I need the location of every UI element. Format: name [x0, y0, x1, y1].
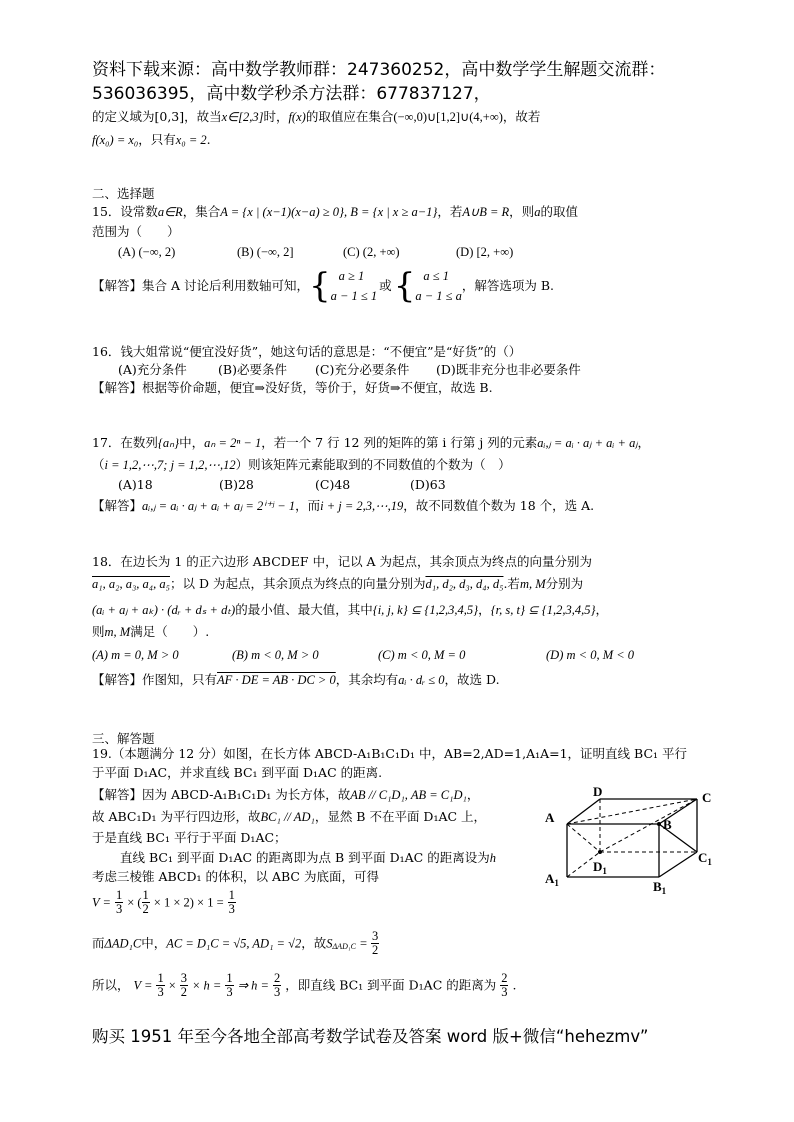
q16-line-1: 16．钱大姐常说“便宜没好货”，她这句话的意思是：“不便宜”是“好货”的（） — [92, 344, 522, 359]
q18-line-2: a₁, a₂, a₃, a₄, a₅；以 D 为起点，其余顶点为终点的向量分别为d₁, d₂, d₃, d₄, d₅.若m, M分别为 — [92, 576, 584, 591]
q17-line-2: （i = 1,2,⋯,7; j = 1,2,⋯,12）则该矩阵元素能取到的不同数值的个数为（ ） — [92, 457, 511, 472]
intro-line-1: 的定义域为[0,3]，故当x∈[2,3]时，f(x)的取值应在集合(−∞,0)∪[1,2]∪(4,+∞)，故若 — [92, 109, 541, 124]
label-B1: $B_1$ — [653, 879, 667, 895]
q16-option-b: (B)必要条件 — [218, 362, 287, 377]
label-A1: $A_1$ — [545, 871, 559, 888]
label-C1: $C_1$ — [698, 850, 712, 867]
footer-ad: 购买 1951 年至今各地全部高考数学试卷及答案 word 版+微信“hehezmv” — [92, 1027, 649, 1046]
q18-option-b: (B) m < 0, M > 0 — [232, 648, 319, 662]
q15-line-1: 15．设常数a∈R，集合A = {x | (x−1)(x−a) ≥ 0}, B = {x | x ≥ a−1}，若A∪B = R，则a的取值 — [92, 204, 578, 219]
q15-answer: 【解答】集合 A 讨论后利用数轴可知，{ a ≥ 1 a − 1 ≤ 1 或{ a ≤ 1 a − 1 ≤ a ，解答选项为 B. — [92, 266, 555, 306]
header-line-2: 536036395，高中数学秒杀方法群：677837127， — [92, 84, 491, 104]
q16-option-d: (D)既非充分也非必要条件 — [436, 362, 581, 377]
edge-B1C1 — [659, 852, 697, 877]
intro-line-2: f(x₀) = x₀，只有x₀ = 2. — [92, 132, 211, 147]
q15-option-d: (D) [2, +∞) — [456, 245, 514, 259]
label-B: B — [663, 817, 672, 832]
q18-line-3: (aᵢ + aⱼ + aₖ) · (dᵣ + dₛ + dₜ)的最小值、最大值，其中{i, j, k} ⊆ {1,2,3,4,5}，{r, s, t} ⊆ {1,2,3,4,5}， — [92, 602, 608, 617]
label-D: D — [593, 785, 603, 799]
q15-line-2: 范围为（ ） — [92, 224, 180, 239]
q15-option-c: (C) (2, +∞) — [343, 245, 400, 259]
edge-D1C — [600, 799, 697, 852]
edge-AD — [567, 799, 600, 824]
header-line-1: 资料下载来源：高中数学教师群：247360252，高中数学学生解题交流群： — [92, 60, 666, 80]
label-A: A — [545, 810, 555, 825]
q15-option-b: (B) (−∞, 2] — [237, 245, 294, 259]
q19-solution-1: 【解答】因为 ABCD-A₁B₁C₁D₁ 为长方体，故AB // C₁D₁, AB = C₁D₁， — [92, 787, 480, 802]
q17-option-d: (D)63 — [410, 477, 446, 492]
section-title-solution: 三、解答题 — [92, 731, 155, 746]
q18-option-c: (C) m < 0, M = 0 — [378, 648, 466, 662]
q19-volume-formula: V = $\frac{1}{3}$ × ( $\frac{1}{2}$ × 1 × 2) × 1 = $\frac{1}{3}$ — [92, 888, 235, 916]
q19-solution-5: 考虑三棱锥 ABCD₁ 的体积，以 ABC 为底面，可得 — [92, 869, 379, 884]
q18-option-a: (A) m = 0, M > 0 — [92, 648, 179, 662]
q19-line-1: 19.（本题满分 12 分）如图，在长方体 ABCD-A₁B₁C₁D₁ 中，AB=2,AD=1,A₁A=1，证明直线 BC₁ 平行 — [92, 746, 688, 761]
q15-option-a: (A) (−∞, 2) — [118, 245, 176, 259]
q18-answer: 【解答】作图知，只有AF · DE = AB · DC > 0，其余均有aᵢ · dᵣ ≤ 0，故选 D. — [92, 672, 500, 687]
q17-line-1: 17．在数列{aₙ}中，aₙ = 2ⁿ − 1，若一个 7 行 12 列的矩阵的第 i 行第 j 列的元素aᵢ,ⱼ = aᵢ · aⱼ + aᵢ + aⱼ， — [92, 435, 651, 450]
label-C: C — [702, 790, 712, 805]
q19-solution-2: 故 ABC₁D₁ 为平行四边形，故BC₁ // AD₁，显然 B 不在平面 D₁AC 上， — [92, 809, 487, 824]
q17-option-a: (A)18 — [118, 477, 153, 492]
q18-line-1: 18．在边长为 1 的正六边形 ABCDEF 中，记以 A 为起点，其余顶点为终点的向量分别为 — [92, 554, 593, 569]
q16-answer: 【解答】根据等价命题，便宜⇒没好货，等价于，好货⇒不便宜，故选 B. — [92, 380, 493, 395]
q18-line-4: 则m, M满足（ ）. — [92, 624, 210, 639]
q16-option-c: (C)充分必要条件 — [315, 362, 410, 377]
q16-option-a: (A)充分条件 — [118, 362, 187, 377]
q18-option-d: (D) m < 0, M < 0 — [546, 648, 635, 662]
q19-solution-3: 于是直线 BC₁ 平行于平面 D₁AC； — [92, 830, 287, 845]
label-D1: $D_1$ — [593, 859, 607, 876]
section-title-choice: 二、选择题 — [92, 186, 155, 201]
q17-option-b: (B)28 — [219, 477, 254, 492]
q19-final: 所以， V = $\frac{1}{3}$ × $\frac{3}{2}$ × h = $\frac{1}{3}$ ⇒ h = $\frac{2}{3}$ ，即直线 BC₁ 到平面 D₁AC 的距离为 $\frac{2}{3}$ . — [92, 971, 517, 999]
q19-solution-4: 直线 BC₁ 到平面 D₁AC 的距离即为点 B 到平面 D₁AC 的距离设为h — [120, 850, 496, 865]
q17-answer: 【解答】aᵢ,ⱼ = aᵢ · aⱼ + aᵢ + aⱼ = 2ⁱ⁺ʲ − 1，而i + j = 2,3,⋯,19，故不同数值个数为 18 个，选 A. — [92, 498, 595, 513]
cuboid-figure — [540, 785, 720, 895]
edge-AD1 — [567, 824, 600, 852]
q19-line-2: 于平面 D₁AC，并求直线 BC₁ 到平面 D₁AC 的距离. — [92, 765, 383, 780]
q17-option-c: (C)48 — [315, 477, 351, 492]
q19-triangle-area: 而ΔAD₁C中，AC = D₁C = √5, AD₁ = √2，故$S_{\Delta AD_1C}$ = $\frac{3}{2}$ — [92, 929, 379, 957]
